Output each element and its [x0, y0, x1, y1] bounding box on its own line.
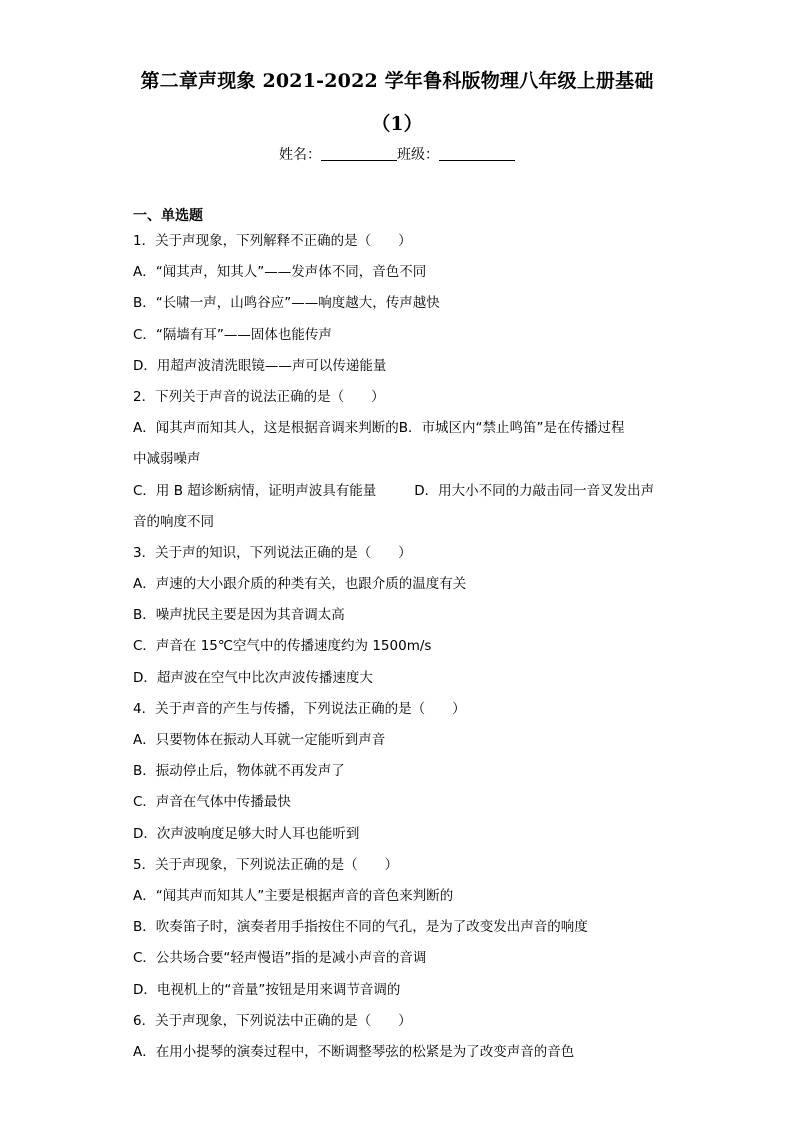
name-blank[interactable] [321, 146, 397, 161]
name-label: 姓名： [279, 147, 321, 163]
document-title-continuation: （1） [371, 113, 423, 135]
option-line: A．在用小提琴的演奏过程中，不断调整琴弦的松紧是为了改变声音的音色 [133, 1043, 575, 1060]
option-d: D．用大小不同的力敲击同一音叉发出声 [414, 482, 655, 499]
option-line: D．用超声波清洗眼镜——声可以传递能量 [133, 357, 387, 374]
option-line: A．声速的大小跟介质的种类有关，也跟介质的温度有关 [133, 576, 467, 593]
option-line: D．电视机上的“音量”按钮是用来调节音调的 [133, 981, 401, 998]
option-line: D．次声波响度足够大时人耳也能听到 [133, 825, 360, 842]
question-line: 6．关于声现象，下列说法中正确的是（ ） [133, 1012, 412, 1029]
option-line: C．公共场合要“轻声慢语”指的是减小声音的音调 [133, 950, 427, 967]
option-line [133, 480, 693, 511]
option-line: B．“长啸一声，山鸣谷应”——响度越大，传声越快 [133, 295, 440, 312]
option-line: A．只要物体在振动人耳就一定能听到声音 [133, 732, 386, 748]
document-title: 第二章声现象 2021-2022 学年鲁科版物理八年级上册基础 [140, 70, 654, 92]
option-c: C．用 B 超诊断病情，证明声波具有能量 [133, 482, 377, 499]
question-list [133, 230, 693, 1072]
class-blank[interactable] [439, 146, 515, 161]
question-line: 5．关于声现象，下列说法正确的是（ ） [133, 856, 399, 873]
section-header: 一、单选题 [133, 208, 203, 224]
option-line: C．声音在 15℃空气中的传播速度约为 1500m/s [133, 638, 432, 655]
question-line: 2．下列关于声音的说法正确的是（ ） [133, 388, 385, 405]
option-line: A．“闻其声，知其人”——发声体不同，音色不同 [133, 264, 427, 281]
option-line: B．振动停止后，物体就不再发声了 [133, 763, 345, 780]
option-line: C．“隔墙有耳”——固体也能传声 [133, 326, 332, 343]
class-label: 班级： [397, 147, 439, 163]
option-line: C．声音在气体中传播最快 [133, 794, 291, 811]
question-line: 3．关于声的知识，下列说法正确的是（ ） [133, 544, 412, 561]
student-info-row [0, 144, 794, 166]
option-line: D．超声波在空气中比次声波传播速度大 [133, 669, 373, 686]
option-line: A．“闻其声而知其人”主要是根据声音的音色来判断的 [133, 887, 454, 904]
option-line: A．闻其声而知其人，这是根据音调来判断的B．市城区内“禁止鸣笛”是在传播过程 [133, 420, 625, 437]
option-line: B．噪声扰民主要是因为其音调太高 [133, 607, 345, 624]
option-line-continuation: 音的响度不同 [133, 513, 214, 530]
question-line: 4．关于声音的产生与传播，下列说法正确的是（ ） [133, 700, 466, 717]
question-line: 1．关于声现象，下列解释不正确的是（ ） [133, 233, 412, 249]
option-line-continuation: 中减弱噪声 [133, 451, 201, 468]
option-line: B．吹奏笛子时，演奏者用手指按住不同的气孔，是为了改变发出声音的响度 [133, 919, 588, 936]
